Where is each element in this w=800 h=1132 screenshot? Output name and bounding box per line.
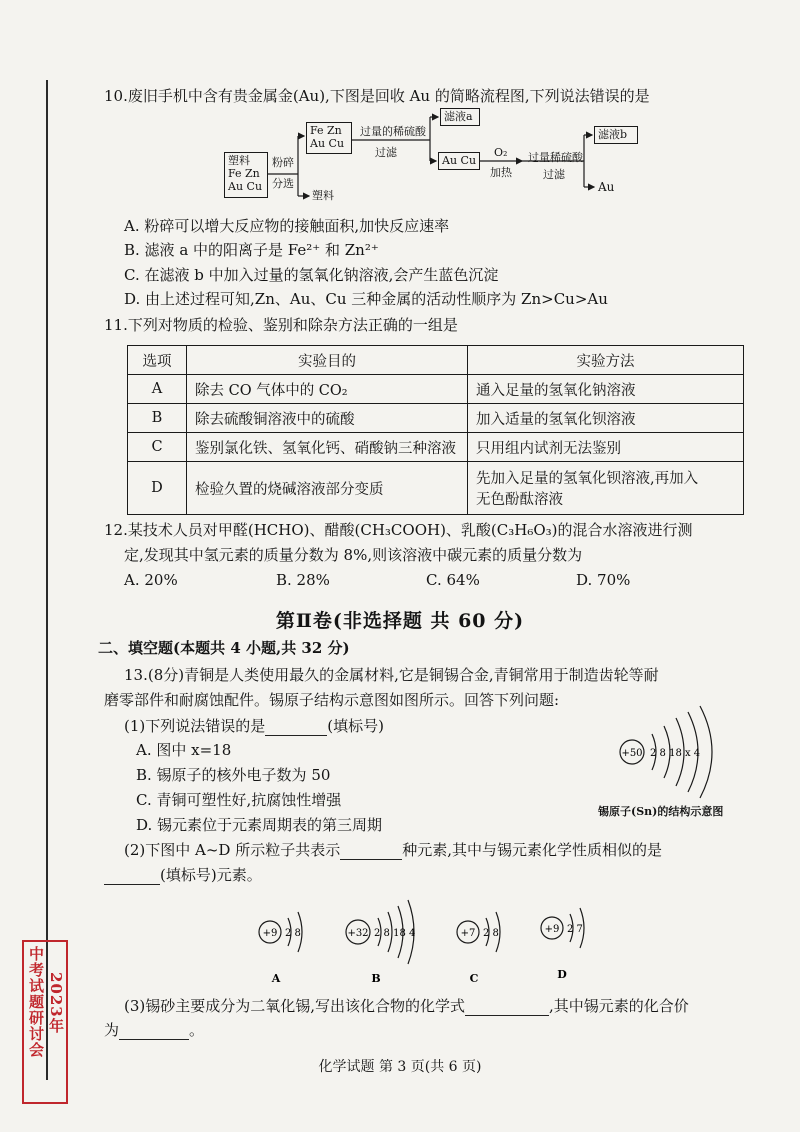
flow-filter2-label: 过滤 <box>543 168 565 181</box>
table-cell: 除去硫酸铜溶液中的硫酸 <box>187 404 468 433</box>
table-row <box>128 433 744 462</box>
answer-blank[interactable] <box>465 1015 549 1016</box>
q10-stem: 10.废旧手机中含有贵金属金(Au),下图是回收 Au 的简略流程图,下列说法错误的是 <box>104 87 650 105</box>
flow-start-line2: Fe Zn <box>228 167 260 180</box>
watermark-stamp <box>22 940 68 1104</box>
q12-stem-line1: 12.某技术人员对甲醛(HCHO)、醋酸(CH₃COOH)、乳酸(C₃H₆O₃)的混合水溶液进行测 <box>104 521 693 539</box>
q10-option-d: D. 由上述过程可知,Zn、Au、Cu 三种金属的活动性顺序为 Zn>Cu>Au <box>124 290 608 308</box>
q13-sub1-option-a: A. 图中 x=18 <box>136 741 232 759</box>
section-title: 第Ⅱ卷(非选择题 共 60 分) <box>275 610 525 632</box>
q11-stem: 11.下列对物质的检验、鉴别和除杂方法正确的一组是 <box>104 316 458 334</box>
table-cell: A <box>128 375 187 404</box>
q13-sub2-line2-text: (填标号)元素。 <box>160 866 262 884</box>
table-header-cell: 实验方法 <box>468 346 744 375</box>
table-cell: C <box>128 433 187 462</box>
sn-electron-shells: 2 8 18 x 4 <box>650 748 701 759</box>
binding-margin-line <box>46 80 48 1080</box>
q13-intro-line1: 13.(8分)青铜是人类使用最久的金属材料,它是铜锡合金,青铜常用于制造齿轮等耐 <box>124 666 659 684</box>
q13-sub1-tail: (填标号) <box>327 717 384 735</box>
flow-plastic-out: 塑料 <box>312 189 334 202</box>
table-cell: 只用组内试剂无法鉴别 <box>468 433 744 462</box>
q10-option-c: C. 在滤液 b 中加入过量的氢氧化钠溶液,会产生蓝色沉淀 <box>124 266 499 284</box>
particle-c <box>457 912 500 985</box>
particle-b-nucleus: +32 <box>347 928 369 939</box>
q13-sub2-line1 <box>124 840 662 860</box>
particle-a-nucleus: +9 <box>262 928 278 939</box>
table-cell: 通入足量的氢氧化钠溶液 <box>468 375 744 404</box>
q13-sub2-text-a: (2)下图中 A~D 所示粒子共表示 <box>124 841 341 859</box>
sn-nucleus-charge: +50 <box>621 748 643 759</box>
flow-filtrate-a-box: 滤液a <box>440 108 480 126</box>
q13-sub1-option-b: B. 锡原子的核外电子数为 50 <box>136 766 331 784</box>
q12-option-c: C. 64% <box>426 571 480 589</box>
flow-o2-label: O₂ <box>494 146 508 159</box>
answer-blank[interactable] <box>119 1039 189 1040</box>
q13-sub3-end: 。 <box>189 1021 205 1039</box>
table-row <box>128 404 744 433</box>
flow-aucu-box: Au Cu <box>438 152 480 170</box>
q13-intro-line2: 磨零部件和耐腐蚀配件。锡原子结构示意图如图所示。回答下列问题: <box>104 691 560 709</box>
sn-caption: 锡原子(Sn)的结构示意图 <box>598 805 724 818</box>
q12-option-a: A. 20% <box>124 571 178 589</box>
q10-option-b: B. 滤液 a 中的阳离子是 Fe²⁺ 和 Zn²⁺ <box>124 241 379 259</box>
table-header-cell: 实验目的 <box>187 346 468 375</box>
table-header-cell: 选项 <box>128 346 187 375</box>
particle-d-label: D <box>557 968 567 981</box>
flow-start-line3: Au Cu <box>228 180 263 193</box>
flow-acid1-label: 过量的稀硫酸 <box>360 125 426 138</box>
particle-a-electrons: 2 8 <box>285 928 301 939</box>
particle-a-label: A <box>271 972 281 985</box>
page-footer: 化学试题 第 3 页(共 6 页) <box>318 1059 482 1075</box>
q12-stem-line2: 定,发现其中氢元素的质量分数为 8%,则该溶液中碳元素的质量分数为 <box>124 546 583 564</box>
flow-sort-label: 分选 <box>272 177 294 190</box>
answer-blank[interactable] <box>340 859 402 860</box>
answer-blank[interactable] <box>104 884 160 885</box>
table-row <box>128 375 744 404</box>
particle-c-nucleus: +7 <box>460 928 476 939</box>
flow-crush-label: 粉碎 <box>272 156 294 169</box>
particles-diagram <box>240 898 620 990</box>
table-cell <box>468 462 744 515</box>
flow-au-out: Au <box>598 180 615 194</box>
q13-sub3-text-b: ,其中锡元素的化合价 <box>549 997 689 1015</box>
q10-option-a: A. 粉碎可以增大反应物的接触面积,加快反应速率 <box>124 217 450 235</box>
q13-sub3-text-c: 为 <box>104 1021 120 1039</box>
table-row <box>128 462 744 515</box>
q12-option-d: D. 70% <box>576 571 631 589</box>
q13-sub1-text: (1)下列说法错误的是 <box>124 717 266 735</box>
flow-arrows <box>0 0 800 220</box>
table-cell: 除去 CO 气体中的 CO₂ <box>187 375 468 404</box>
particle-a <box>259 912 302 985</box>
q13-sub2-text-b: 种元素,其中与锡元素化学性质相似的是 <box>402 841 662 859</box>
answer-blank[interactable] <box>265 735 327 736</box>
q13-sub1-option-d: D. 锡元素位于元素周期表的第三周期 <box>136 816 383 834</box>
flow-acid2-label: 过量稀硫酸 <box>528 151 583 164</box>
table-cell: 检验久置的烧碱溶液部分变质 <box>187 462 468 515</box>
particle-d <box>541 908 584 981</box>
flow-start-line1: 塑料 <box>228 154 250 167</box>
q13-sub3-line1 <box>124 996 689 1016</box>
table-cell: D <box>128 462 187 515</box>
particle-b <box>346 900 415 985</box>
flow-metals-line2: Au Cu <box>310 137 345 150</box>
flow-filtrate-b-box: 滤液b <box>594 126 638 144</box>
particle-c-electrons: 2 8 <box>483 928 499 939</box>
table-cell: 鉴别氯化铁、氢氧化钙、硝酸钠三种溶液 <box>187 433 468 462</box>
particle-b-electrons: 2 8 18 4 <box>374 928 416 939</box>
q13-sub1-option-c: C. 青铜可塑性好,抗腐蚀性增强 <box>136 791 342 809</box>
part-two-heading: 二、填空题(本题共 4 小题,共 32 分) <box>98 639 350 657</box>
q13-sub2-line2 <box>104 865 262 885</box>
q13-sub1 <box>124 716 384 736</box>
flow-heat-label: 加热 <box>490 166 512 179</box>
flow-metals-line1: Fe Zn <box>310 124 342 137</box>
table-cell: 加入适量的氢氧化钡溶液 <box>468 404 744 433</box>
flow-filter1-label: 过滤 <box>375 146 397 159</box>
stamp-year: 2023年 <box>47 972 65 1034</box>
table-cell-line2: 无色酚酞溶液 <box>476 492 563 508</box>
particle-d-nucleus: +9 <box>544 924 560 935</box>
particle-b-label: B <box>371 972 381 985</box>
stamp-text: 中考试题研讨会 <box>27 946 45 1058</box>
q13-sub3-line2 <box>104 1020 204 1040</box>
q13-sub3-text-a: (3)锡砂主要成分为二氧化锡,写出该化合物的化学式 <box>124 997 466 1015</box>
sn-atom-diagram <box>612 704 762 808</box>
table-header-row <box>128 346 744 375</box>
particle-d-electrons: 2 7 <box>567 924 583 935</box>
table-cell: B <box>128 404 187 433</box>
table-cell-line1: 先加入足量的氢氧化钡溶液,再加入 <box>476 471 699 487</box>
q12-option-b: B. 28% <box>276 571 330 589</box>
q11-table <box>127 345 744 515</box>
particle-c-label: C <box>469 972 479 985</box>
